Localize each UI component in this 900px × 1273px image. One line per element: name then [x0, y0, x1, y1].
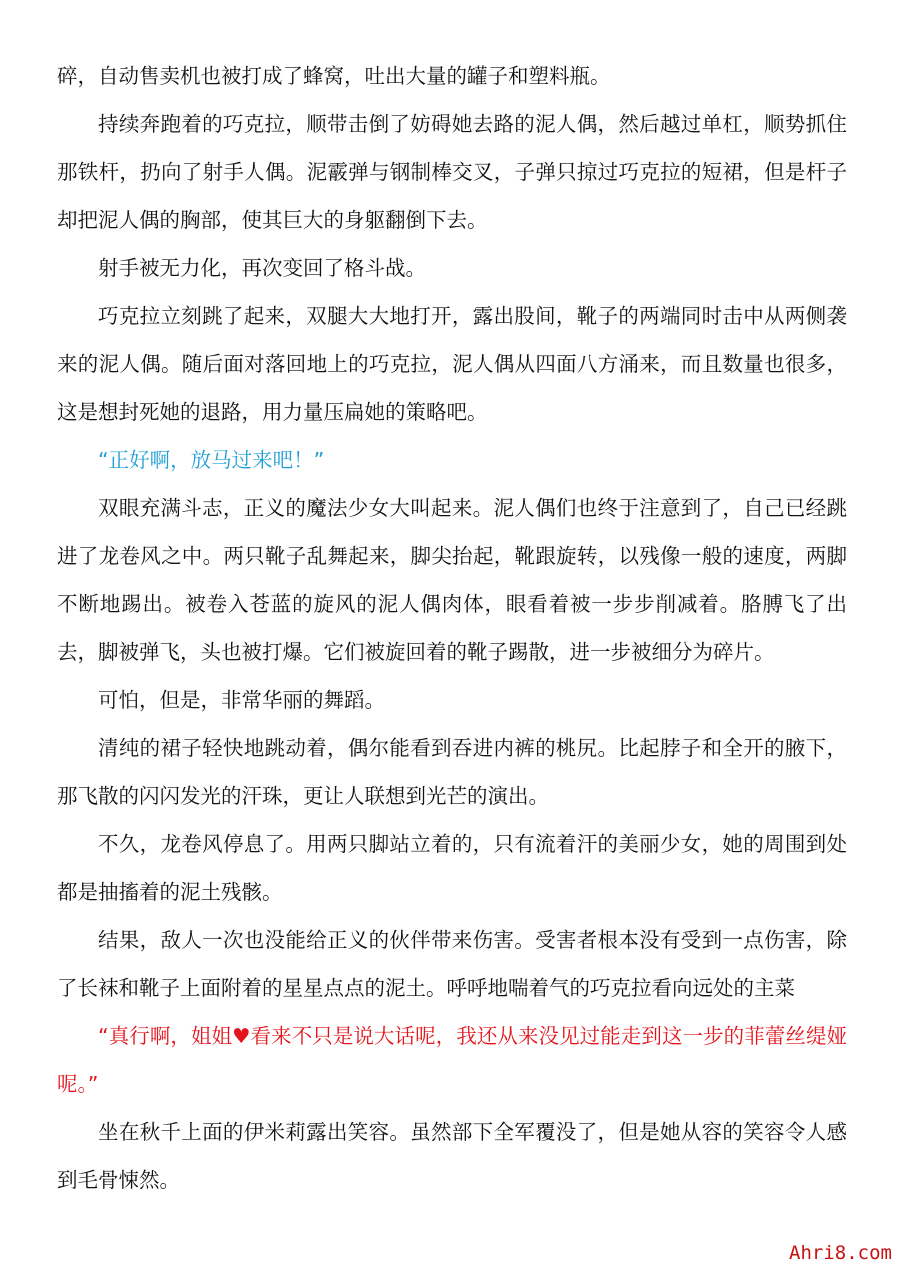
paragraph-2: 持续奔跑着的巧克拉，顺带击倒了妨碍她去路的泥人偶，然后越过单杠，顺势抓住那铁杆，扔向了射手人偶。泥霰弹与钢制棒交叉，子弹只掠过巧克拉的短裙，但是杆子却把泥人偶的胸部，使其巨大的身躯翻倒下去。 — [57, 112, 847, 232]
paragraph-8: 清纯的裙子轻快地跳动着，偶尔能看到吞进内裤的桃尻。比起脖子和全开的腋下，那飞散的闪闪发光的汗珠，更让人联想到光芒的演出。 — [57, 736, 847, 808]
dialogue-line-red: “真行啊，姐姐♥看来不只是说大话呢，我还从来没见过能走到这一步的菲蕾丝缇娅呢。” — [57, 1024, 847, 1096]
paragraph-12: 坐在秋千上面的伊米莉露出笑容。虽然部下全军覆没了，但是她从容的笑容令人感到毛骨悚然。 — [57, 1120, 847, 1192]
text-body — [57, 52, 847, 1204]
paragraph-9: 不久，龙卷风停息了。用两只脚站立着的，只有流着汗的美丽少女，她的周围到处都是抽搐着的泥土残骸。 — [57, 832, 847, 904]
paragraph-3: 射手被无力化，再次变回了格斗战。 — [98, 256, 426, 280]
paragraph-1: 碎，自动售卖机也被打成了蜂窝，吐出大量的罐子和塑料瓶。 — [57, 64, 611, 88]
watermark-text: Ahri8.com — [789, 1242, 892, 1264]
paragraph-7: 可怕，但是，非常华丽的舞蹈。 — [98, 688, 385, 712]
paragraph-6: 双眼充满斗志，正义的魔法少女大叫起来。泥人偶们也终于注意到了，自己已经跳进了龙卷风之中。两只靴子乱舞起来，脚尖抬起，靴跟旋转，以残像一般的速度，两脚不断地踢出。被卷入苍蓝的旋风的泥人偶肉体，眼看着被一步步削减着。胳膊飞了出去，脚被弹飞，头也被打爆。它们被旋回着的靴子踢散，进一步被细分为碎片。 — [57, 496, 847, 664]
paragraph-4: 巧克拉立刻跳了起来，双腿大大地打开，露出股间，靴子的两端同时击中从两侧袭来的泥人偶。随后面对落回地上的巧克拉，泥人偶从四面八方涌来，而且数量也很多，这是想封死她的退路，用力量压扁她的策略吧。 — [57, 304, 847, 424]
paragraph-10: 结果，敌人一次也没能给正义的伙伴带来伤害。受害者根本没有受到一点伤害，除了长袜和靴子上面附着的星星点点的泥土。呼呼地喘着气的巧克拉看向远处的主菜 — [57, 928, 847, 1000]
dialogue-line-blue: “正好啊，放马过来吧！” — [98, 448, 325, 472]
